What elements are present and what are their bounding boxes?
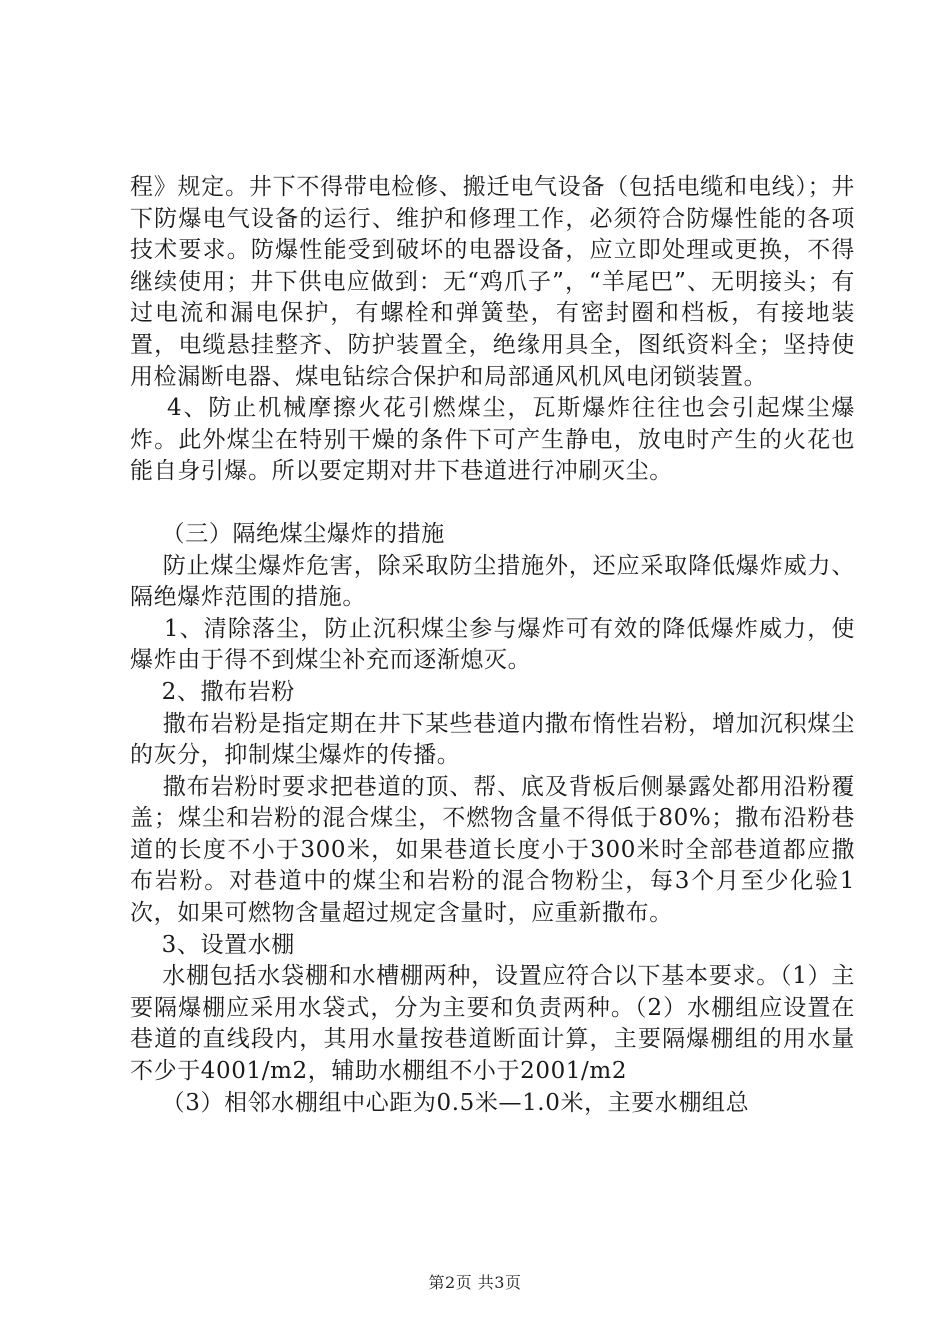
paragraph-rock-dust-requirements: 撒布岩粉时要求把巷道的顶、帮、底及背板后侧暴露处都用沿粉覆盖；煤尘和岩粉的混合煤尘，不燃物含量不得低于80%；撒布沿粉巷道的长度不小于300米，如果巷道长度小于300米时全部巷道都应撒布岩粉。对巷道中的煤尘和岩粉的混合物粉尘，每3个月至少化验1次，如果可燃物含量超过规定含量时，应重新撒布。 bbox=[130, 773, 855, 927]
page-footer: 第2页 共3页 bbox=[428, 1273, 522, 1292]
paragraph-electrical-safety: 程》规定。井下不得带电检修、搬迁电气设备（包括电缆和电线）；井下防爆电气设备的运行、维护和修理工作，必须符合防爆性能的各项技术要求。防爆性能受到破坏的电器设备，应立即处理或更换，不得继续使用；井下供电应做到：无“鸡爪子”，“羊尾巴”、无明接头；有过电流和漏电保护，有螺栓和弹簧垫，有密封圈和档板，有接地装置，电缆悬挂整齐、防护装置全，绝缘用具全，图纸资料全；坚持使用检漏断电器、煤电钻综合保护和局部通风机风电闭锁装置。 bbox=[130, 174, 855, 390]
paragraph-clear-dust: 1、清除落尘，防止沉积煤尘参与爆炸可有效的降低爆炸威力，使爆炸由于得不到煤尘补充而逐渐熄灭。 bbox=[130, 615, 855, 674]
paragraph-water-shed-spacing: （3）相邻水棚组中心距为0.5米—1.0米，主要水棚组总 bbox=[130, 1089, 750, 1116]
paragraph-isolation-intro: 防止煤尘爆炸危害，除采取防尘措施外，还应采取降低爆炸威力、隔绝爆炸范围的措施。 bbox=[130, 552, 855, 611]
paragraph-rock-dust-definition: 撒布岩粉是指定期在井下某些巷道内撒布惰性岩粉，增加沉积煤尘的灰分，抑制煤尘爆炸的传播。 bbox=[130, 710, 855, 769]
section-heading-isolation: （三）隔绝煤尘爆炸的措施 bbox=[130, 520, 445, 547]
subheading-rock-dust: 2、撒布岩粉 bbox=[130, 678, 295, 705]
document-body bbox=[130, 172, 855, 1119]
subheading-water-shed: 3、设置水棚 bbox=[130, 931, 295, 958]
paragraph-mechanical-friction: 4、防止机械摩擦火花引燃煤尘，瓦斯爆炸往往也会引起煤尘爆炸。此外煤尘在特别干燥的条件下可产生静电，放电时产生的火花也能自身引爆。所以要定期对井下巷道进行冲刷灭尘。 bbox=[130, 395, 855, 485]
paragraph-spacer bbox=[130, 488, 855, 519]
paragraph-water-shed-requirements: 水棚包括水袋棚和水槽棚两种，设置应符合以下基本要求。（1）主要隔爆棚应采用水袋式，分为主要和负责两种。（2）水棚组应设置在巷道的直线段内，其用水量按巷道断面计算，主要隔爆棚组的用水量不少于4001/m2，辅助水棚组不小于2001/m2 bbox=[130, 963, 855, 1085]
